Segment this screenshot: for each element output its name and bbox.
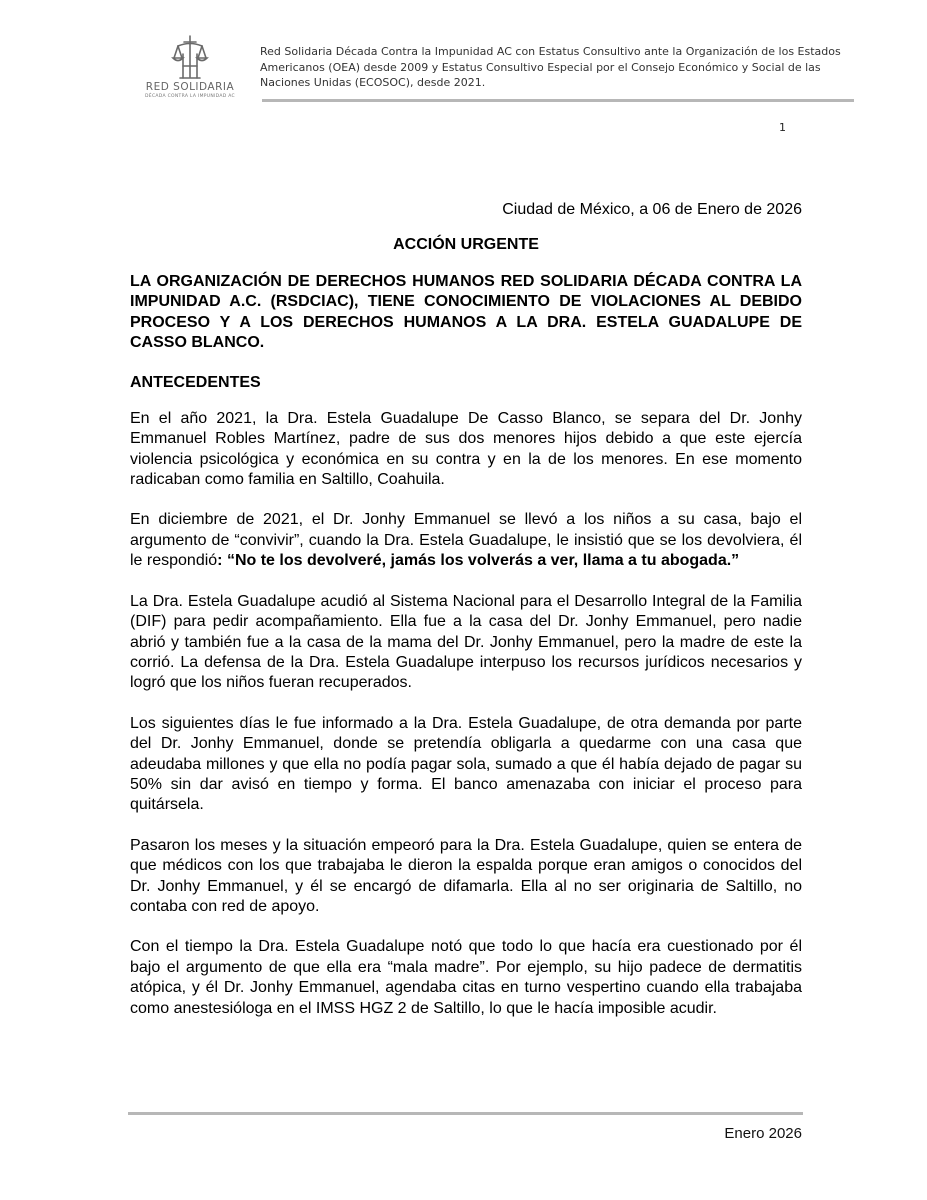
scales-of-justice-icon xyxy=(168,34,212,80)
paragraph: Los siguientes días le fue informado a la Dra. Estela Guadalupe, de otra demanda por parte del Dr. Jonhy Emmanuel, donde se pretendía obligarla a quedarme con una casa que adeudaba millones y que ella no podía pagar sola, sumado a que él había dejado de pagar su 50% sin dar avisó en tiempo y forma. El banco amenazaba con iniciar el proceso para quitársela. xyxy=(130,714,802,814)
paragraph-lead: En diciembre de 2021, el Dr. Jonhy Emmanuel se llevó a los niños a su casa, bajo el argumento de “convivir”, cuando la Dra. Estela Guadalupe, le insistió que se los devolviera, él le respondió xyxy=(130,511,802,570)
paragraph: En el año 2021, la Dra. Estela Guadalupe De Casso Blanco, se separa del Dr. Jonhy Emmanuel Robles Martínez, padre de sus dos menores hijos debido a que este ejercía violencia psicológica y económica en su contra y en la de los menores. En ese momento radicaban como familia en Saltillo, Coahuila. xyxy=(130,409,802,489)
paragraph: Pasaron los meses y la situación empeoró para la Dra. Estela Guadalupe, quien se entera de que médicos con los que trabajaba le dieron la espalda porque eran amigos o conocidos del Dr. Jonhy Emmanuel, y él se encargó de difamarla. Ella al no ser originaria de Saltillo, no contaba con red de apoyo. xyxy=(130,836,802,915)
footer-divider xyxy=(128,1112,803,1115)
quoted-statement: : “No te los devolveré, jamás los volverás a ver, llama a tu abogada.” xyxy=(217,552,740,570)
document-heading: ACCIÓN URGENTE xyxy=(393,236,539,254)
section-heading-antecedentes: ANTECEDENTES xyxy=(130,374,261,392)
header-divider xyxy=(262,99,854,102)
paragraph: La Dra. Estela Guadalupe acudió al Sistema Nacional para el Desarrollo Integral de la Familia (DIF) para pedir acompañamiento. Ella fue a la casa del Dr. Jonhy Emmanuel, pero nadie abrió y también fue a la casa de la mama del Dr. Jonhy Emmanuel, pero la madre de este la corrió. La defensa de la Dra. Estela Guadalupe interpuso los recursos jurídicos necesarios y logró que los niños fueran recuperados. xyxy=(130,592,802,692)
paragraph-with-quote xyxy=(130,510,802,571)
document-title: LA ORGANIZACIÓN DE DERECHOS HUMANOS RED SOLIDARIA DÉCADA CONTRA LA IMPUNIDAD A.C. (RSDCIAC), TIENE CONOCIMIENTO DE VIOLACIONES AL DEBIDO PROCESO Y A LOS DERECHOS HUMANOS A LA DRA. ESTELA GUADALUPE DE CASSO BLANCO. xyxy=(130,272,802,352)
header-statement: Red Solidaria Década Contra la Impunidad AC con Estatus Consultivo ante la Organización de los Estados Americanos (OEA) desde 2009 y Estatus Consultivo Especial por el Consejo Económico y Social de las Naciones Unidas (ECOSOC), desde 2021. xyxy=(260,45,841,89)
footer-date: Enero 2026 xyxy=(724,1125,802,1142)
logo-name: RED SOLIDARIA xyxy=(145,81,235,93)
page-header xyxy=(140,30,855,102)
page-number: 1 xyxy=(779,121,786,134)
document-body xyxy=(130,200,802,1039)
document-date: Ciudad de México, a 06 de Enero de 2026 xyxy=(502,201,802,218)
logo-subtitle: DÉCADA CONTRA LA IMPUNIDAD AC xyxy=(145,94,235,99)
red-solidaria-logo xyxy=(140,34,240,104)
paragraph: Con el tiempo la Dra. Estela Guadalupe notó que todo lo que hacía era cuestionado por él bajo el argumento de que ella era “mala madre”. Por ejemplo, su hijo padece de dermatitis atópica, y él Dr. Jonhy Emmanuel, agendaba citas en turno vespertino cuando ella trabajaba como anestesióloga en el IMSS HGZ 2 de Saltillo, lo que le hacía imposible acudir. xyxy=(130,938,802,1017)
